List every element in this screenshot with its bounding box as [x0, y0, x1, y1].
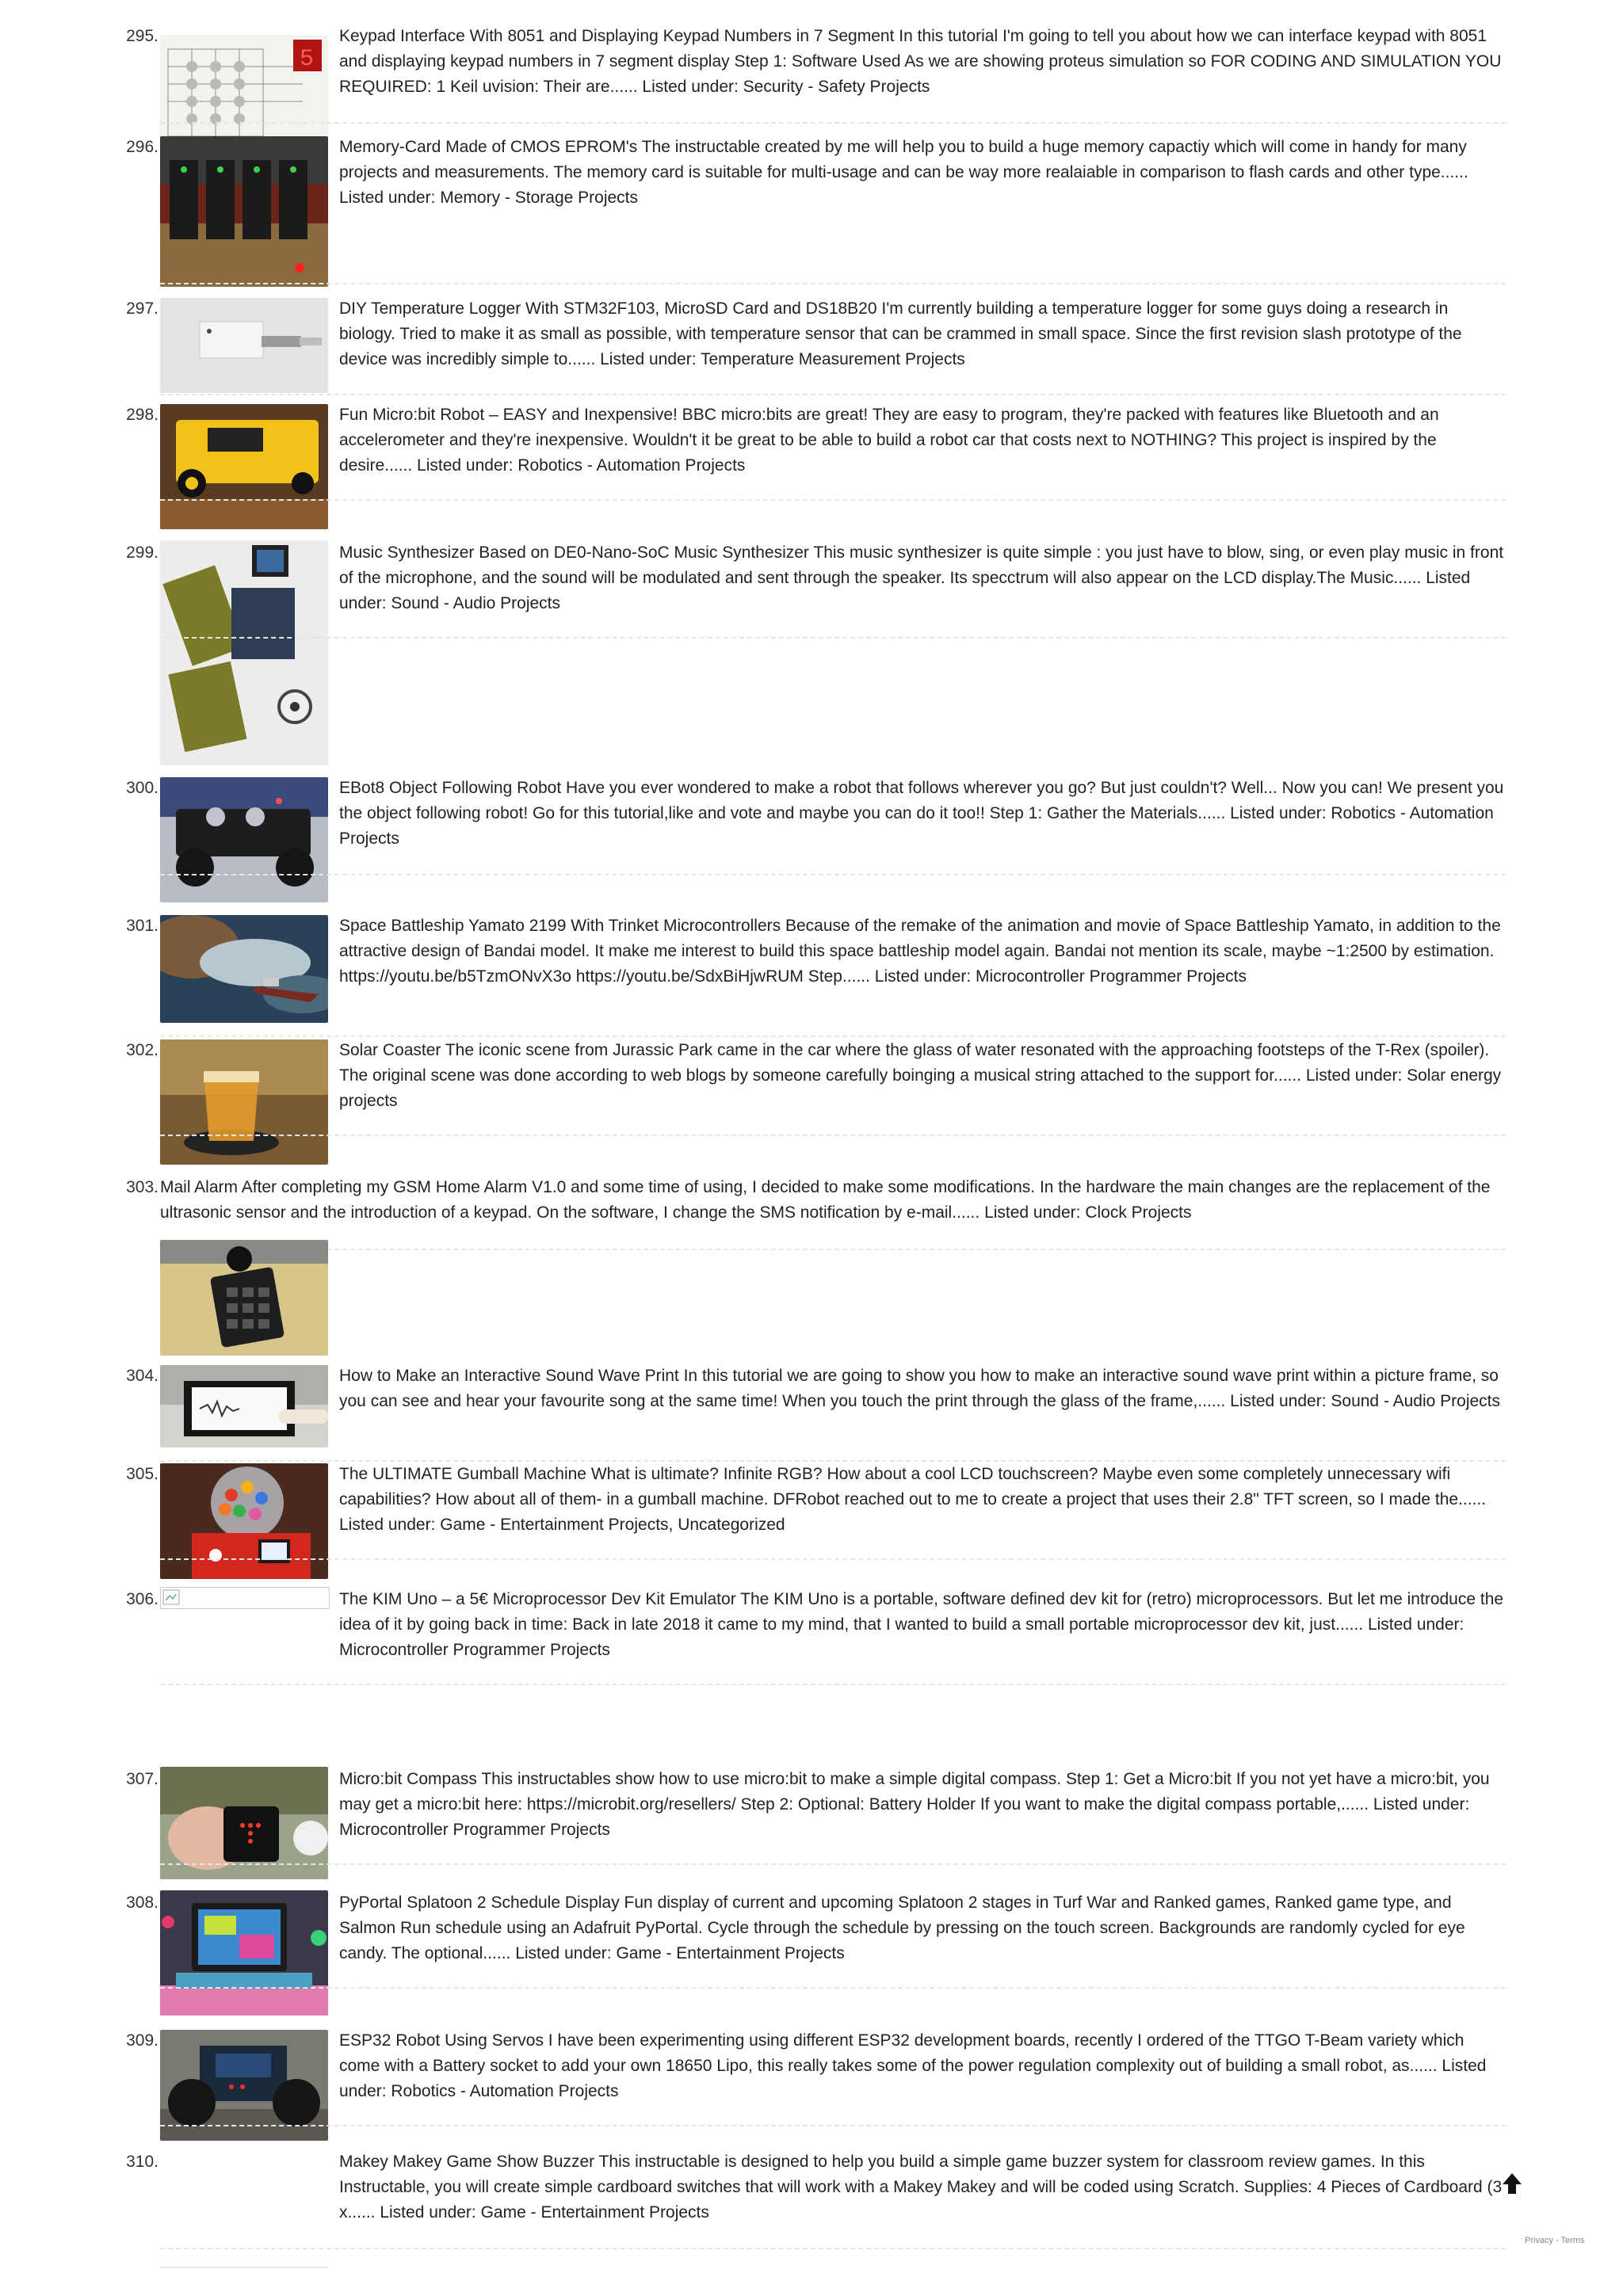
- recaptcha-links: [1525, 2236, 1585, 2245]
- space-battleship-image[interactable]: [160, 915, 328, 1023]
- mail-alarm-keypad-image[interactable]: [160, 1240, 328, 1356]
- arrow-up-icon: [1501, 2172, 1523, 2195]
- divider: [160, 1035, 1506, 1037]
- item-description[interactable]: Memory-Card Made of CMOS EPROM's The instructable created by me will help you to build a huge memory capactiy which will come in handy for many projects and measurements. The memory card is suitable for multi-usage and can be way more realaiable in comparison to flash cards and other type...... Listed under: Memory - Storage Projects: [339, 138, 1468, 207]
- item-description[interactable]: ESP32 Robot Using Servos I have been experimenting using different ESP32 development boards, recently I ordered of the TTGO T-Beam variety which come with a Battery socket to add your own 18650 Lipo, this really takes some of the power regulation complexity out of building a small robot, as...... Listed under: Robotics - Automation Projects: [339, 2031, 1487, 2100]
- item-description[interactable]: How to Make an Interactive Sound Wave Print In this tutorial we are going to show you how to make an interactive sound wave print within a picture frame, so you can see and hear your favourite song at the same time! When you touch the print through the glass of the frame,...... Listed under: Sound - Audio Projects: [339, 1367, 1501, 1410]
- pyportal-splatoon-image[interactable]: [160, 1890, 328, 2016]
- item-number: 308.: [126, 1894, 158, 1912]
- item-description[interactable]: Space Battleship Yamato 2199 With Trinket Microcontrollers Because of the remake of the animation and movie of Space Battleship Yamato, in addition to the attractive design of Bandai model. It make me interest to build this space battleship model again. Bandai not mention its scale, maybe ~1:2500 by estimation. https://youtu.be/b5TzmONvX3o https://youtu.be/SdxBiHjwRUM Step...... Listed under: Microcontroller Programmer Projects: [339, 917, 1501, 986]
- thumbnail-edge: [160, 2267, 328, 2268]
- item-number: 296.: [126, 138, 158, 156]
- ebot8-robot-image[interactable]: [160, 777, 328, 902]
- item-description[interactable]: Solar Coaster The iconic scene from Jurassic Park came in the car where the glass of water resonated with the approaching footsteps of the T-Rex (spoiler). The original scene was done according to web blogs by someone carefully boinging a musical string attached to the support for...... Listed under: Solar energy projects: [339, 1041, 1502, 1110]
- item-description[interactable]: Keypad Interface With 8051 and Displaying Keypad Numbers in 7 Segment In this tutorial I'm going to tell you about how we can interface keypad with 8051 and displaying keypad numbers in 7 segment display Step 1: Software Used As we are showing proteus simulation so FOR CODING AND SIMULATION YOU REQUIRED: 1 Keil uvision: Their are...... Listed under: Security - Safety Projects: [339, 27, 1502, 96]
- privacy-link[interactable]: Privacy: [1525, 2236, 1554, 2245]
- gumball-machine-image[interactable]: [160, 1463, 328, 1579]
- esp32-robot-image[interactable]: [160, 2030, 328, 2141]
- sound-wave-print-image[interactable]: [160, 1365, 328, 1447]
- item-description[interactable]: The ULTIMATE Gumball Machine What is ultimate? Infinite RGB? How about a cool LCD touchscreen? Maybe even some completely unnecessary wifi capabilities? How about all of them- in a gumball machine. DFRobot reached out to me to create a project that uses their 2.8" TFT screen, so I made the...... Listed under: Game - Entertainment Projects, Uncategorized: [339, 1465, 1487, 1534]
- temperature-logger-image[interactable]: [160, 298, 328, 393]
- terms-link[interactable]: Terms: [1560, 2236, 1585, 2245]
- item-number: 307.: [126, 1770, 158, 1788]
- item-number: 303.: [126, 1178, 158, 1196]
- item-number: 298.: [126, 406, 158, 424]
- item-number: 295.: [126, 27, 158, 45]
- item-description[interactable]: Micro:bit Compass This instructables show how to use micro:bit to make a simple digital compass. Step 1: Get a Micro:bit If you not yet have a micro:bit, you may get a micro:bit here: https://microbit.org/resellers/ Step 2: Optional: Battery Holder If you want to make the digital compass portable,...... Listed under: Microcontroller Programmer Projects: [339, 1770, 1490, 1839]
- item-number: 300.: [126, 779, 158, 797]
- item-number: 309.: [126, 2031, 158, 2050]
- divider: [160, 499, 1506, 501]
- divider: [160, 122, 1506, 124]
- item-number: 301.: [126, 917, 158, 935]
- item-description[interactable]: EBot8 Object Following Robot Have you ever wondered to make a robot that follows wherever you go? But just couldn't? Well... Now you can! We present you the object following robot! Go for this tutorial,like and vote and maybe you can do it too!! Step 1: Gather the Materials...... Listed under: Robotics - Automation Projects: [339, 779, 1504, 848]
- item-number: 310.: [126, 2153, 158, 2171]
- divider: [160, 637, 1506, 639]
- divider: [160, 1684, 1506, 1685]
- divider: [160, 874, 1506, 875]
- item-number: 302.: [126, 1041, 158, 1059]
- item-number: 299.: [126, 543, 158, 562]
- divider: [160, 2248, 1506, 2249]
- divider: [160, 1135, 1506, 1136]
- item-number: 305.: [126, 1465, 158, 1483]
- item-description[interactable]: Mail Alarm After completing my GSM Home Alarm V1.0 and some time of using, I decided to make some modifications. In the hardware the main changes are the replacement of the ultrasonic sensor and the introduction of a keypad. On the software, I change the SMS notification by e-mail...... Listed under: Clock Projects: [160, 1178, 1491, 1222]
- microbit-robot-image[interactable]: [160, 404, 328, 529]
- broken-image-icon[interactable]: [160, 1587, 330, 1609]
- item-description[interactable]: Fun Micro:bit Robot – EASY and Inexpensive! BBC micro:bits are great! They are easy to program, they're packed with features like Bluetooth and an accelerometer and they're inexpensive. Wouldn't it be great to be able to build a robot car that costs next to NOTHING? This project is inspired by the desire...... Listed under: Robotics - Automation Projects: [339, 406, 1439, 475]
- divider: [160, 1249, 1506, 1250]
- microbit-compass-image[interactable]: [160, 1767, 328, 1879]
- divider: [160, 283, 1506, 284]
- divider: [160, 1863, 1506, 1865]
- item-number: 297.: [126, 299, 158, 318]
- separator: -: [1553, 2236, 1561, 2245]
- item-description[interactable]: PyPortal Splatoon 2 Schedule Display Fun display of current and upcoming Splatoon 2 stages in Turf War and Ranked games, Ranked game type, and Salmon Run schedule using an Adafruit PyPortal. Cycle through the schedule by pressing on the touch screen. Backgrounds are randomly cycled for eye candy. The optional...... Listed under: Game - Entertainment Projects: [339, 1894, 1465, 1962]
- svg-text:5: 5: [300, 46, 315, 73]
- divider: [160, 2125, 1506, 2126]
- item-description[interactable]: DIY Temperature Logger With STM32F103, MicroSD Card and DS18B20 I'm currently building a temperature logger for some guys doing a research in biology. Tried to make it as small as possible, with temperature sensor that can be crammed in small space. Since the first revision slash prototype of the device was incredibly simple to...... Listed under: Temperature Measurement Projects: [339, 299, 1462, 368]
- keypad-7seg-circuit-image[interactable]: [160, 35, 328, 147]
- music-synthesizer-image[interactable]: [160, 540, 328, 765]
- divider: [160, 1987, 1506, 1989]
- solar-coaster-image[interactable]: [160, 1039, 328, 1165]
- item-description[interactable]: Music Synthesizer Based on DE0-Nano-SoC Music Synthesizer This music synthesizer is quite simple : you just have to blow, sing, or even play music in front of the microphone, and the sound will be modulated and sent through the speaker. Its specctrum will also appear on the LCD display.The Music...... Listed under: Sound - Audio Projects: [339, 543, 1504, 612]
- back-to-top-button[interactable]: [1501, 2172, 1523, 2195]
- item-number: 304.: [126, 1367, 158, 1385]
- divider: [160, 394, 1506, 395]
- memory-card-image[interactable]: [160, 136, 328, 287]
- item-description[interactable]: Makey Makey Game Show Buzzer This instructable is designed to help you build a simple game buzzer system for classroom review games. In this Instructable, you will create simple cardboard switches that will work with a Makey Makey and will be coded using Scratch. Supplies: 4 Pieces of Cardboard (3 x...... Listed under: Game - Entertainment Projects: [339, 2153, 1503, 2222]
- item-description[interactable]: The KIM Uno – a 5€ Microprocessor Dev Kit Emulator The KIM Uno is a portable, software defined dev kit for (retro) microprocessors. But let me introduce the idea of it by going back in time: Back in late 2018 it came to my mind, that I wanted to build a small portable microprocessor dev kit, just...... Listed under: Microcontroller Programmer Projects: [339, 1590, 1504, 1659]
- divider: [160, 1558, 1506, 1560]
- item-number: 306.: [126, 1590, 158, 1608]
